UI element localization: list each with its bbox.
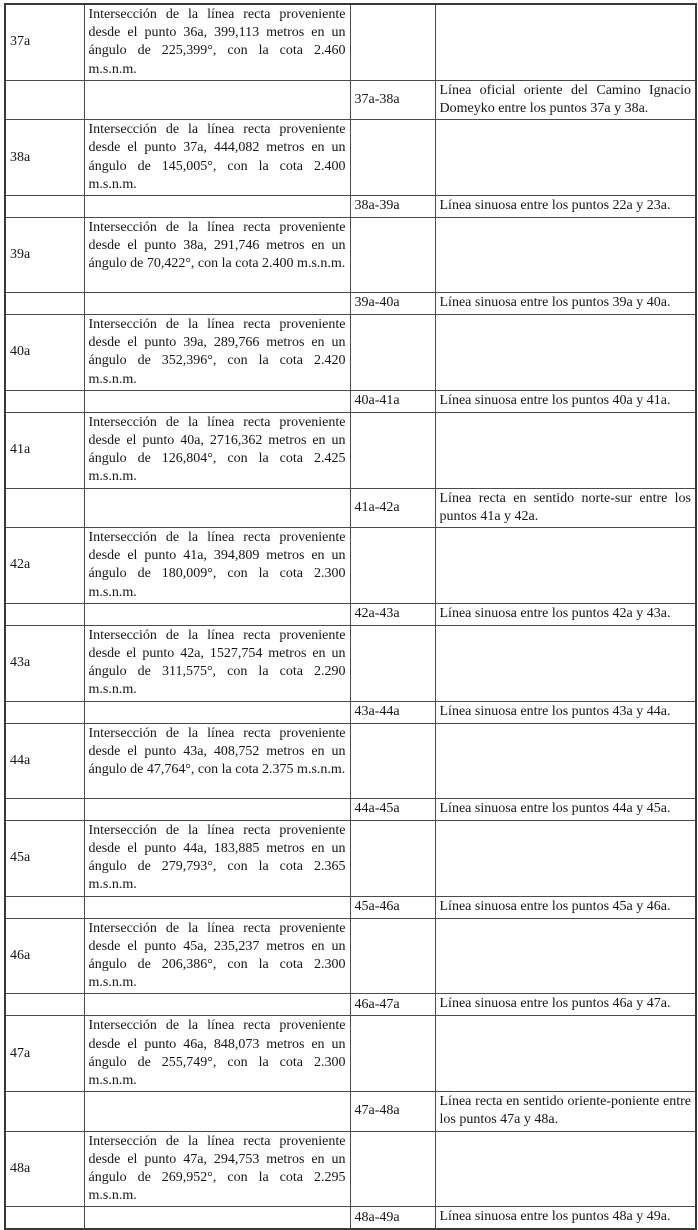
point-row <box>5 820 696 896</box>
segment-id-cell: 41a-42a <box>350 488 435 527</box>
point-row <box>5 315 696 391</box>
point-description-cell: Intersección de la línea recta proveniente desde el punto 40a, 2716,362 metros en un ángulo de 126,804°, con la cota 2.425 m.s.n.m. <box>84 412 350 488</box>
point-id-cell <box>5 80 84 119</box>
segment-id-cell <box>350 918 435 994</box>
segment-id-cell <box>350 120 435 196</box>
point-description-cell <box>84 896 350 918</box>
point-id-cell: 41a <box>5 412 84 488</box>
segment-id-cell <box>350 412 435 488</box>
point-description-cell: Intersección de la línea recta proveniente desde el punto 43a, 408,752 metros en un ángulo de 47,764°, con la cota 2.375 m.s.n.m. <box>84 723 350 798</box>
point-id-cell: 37a <box>5 4 84 80</box>
point-description-cell: Intersección de la línea recta proveniente desde el punto 45a, 235,237 metros en un ángulo de 206,386°, con la cota 2.300 m.s.n.m. <box>84 918 350 994</box>
point-id-cell: 39a <box>5 218 84 293</box>
segment-row <box>5 896 696 918</box>
segment-id-cell <box>350 528 435 604</box>
segment-id-cell <box>350 820 435 896</box>
segment-row <box>5 196 696 218</box>
point-id-cell <box>5 994 84 1016</box>
segment-id-cell <box>350 315 435 391</box>
point-description-cell <box>84 994 350 1016</box>
point-id-cell <box>5 488 84 527</box>
segment-id-cell <box>350 625 435 701</box>
segment-id-cell: 45a-46a <box>350 896 435 918</box>
point-id-cell: 43a <box>5 625 84 701</box>
segment-description-cell: Línea sinuosa entre los puntos 40a y 41a. <box>435 390 696 412</box>
segment-id-cell: 43a-44a <box>350 701 435 723</box>
point-id-cell <box>5 701 84 723</box>
point-id-cell <box>5 896 84 918</box>
segment-description-cell <box>435 315 696 391</box>
point-id-cell <box>5 390 84 412</box>
point-id-cell: 46a <box>5 918 84 994</box>
segment-id-cell: 38a-39a <box>350 196 435 218</box>
boundary-points-table <box>4 3 697 1230</box>
segment-description-cell <box>435 723 696 798</box>
segment-description-cell <box>435 625 696 701</box>
point-id-cell: 45a <box>5 820 84 896</box>
point-id-cell: 38a <box>5 120 84 196</box>
segment-row <box>5 603 696 625</box>
segment-id-cell <box>350 1131 435 1207</box>
point-row <box>5 4 696 80</box>
point-description-cell: Intersección de la línea recta proveniente desde el punto 39a, 289,766 metros en un ángulo de 352,396°, con la cota 2.420 m.s.n.m. <box>84 315 350 391</box>
segment-description-cell <box>435 820 696 896</box>
point-id-cell <box>5 196 84 218</box>
segment-description-cell: Línea sinuosa entre los puntos 46a y 47a. <box>435 994 696 1016</box>
point-description-cell: Intersección de la línea recta proveniente desde el punto 44a, 183,885 metros en un ángulo de 279,793°, con la cota 2.365 m.s.n.m. <box>84 820 350 896</box>
segment-description-cell: Línea recta en sentido norte-sur entre los puntos 41a y 42a. <box>435 488 696 527</box>
segment-description-cell <box>435 4 696 80</box>
point-description-cell: Intersección de la línea recta proveniente desde el punto 41a, 394,809 metros en un ángulo de 180,009°, con la cota 2.300 m.s.n.m. <box>84 528 350 604</box>
point-row <box>5 723 696 798</box>
segment-description-cell <box>435 918 696 994</box>
point-id-cell: 40a <box>5 315 84 391</box>
segment-row <box>5 80 696 119</box>
point-description-cell <box>84 293 350 315</box>
segment-id-cell: 44a-45a <box>350 798 435 820</box>
point-row <box>5 625 696 701</box>
segment-description-cell <box>435 1131 696 1207</box>
point-description-cell: Intersección de la línea recta proveniente desde el punto 38a, 291,746 metros en un ángulo de 70,422°, con la cota 2.400 m.s.n.m. <box>84 218 350 293</box>
segment-row <box>5 798 696 820</box>
point-description-cell <box>84 798 350 820</box>
point-id-cell: 44a <box>5 723 84 798</box>
point-description-cell: Intersección de la línea recta proveniente desde el punto 47a, 294,753 metros en un ángulo de 269,952°, con la cota 2.295 m.s.n.m. <box>84 1131 350 1207</box>
segment-description-cell: Línea recta en sentido oriente-poniente entre los puntos 47a y 48a. <box>435 1092 696 1131</box>
table-body <box>5 4 696 1229</box>
segment-description-cell: Línea sinuosa entre los puntos 45a y 46a. <box>435 896 696 918</box>
point-description-cell: Intersección de la línea recta proveniente desde el punto 37a, 444,082 metros en un ángulo de 145,005°, con la cota 2.400 m.s.n.m. <box>84 120 350 196</box>
segment-description-cell <box>435 528 696 604</box>
point-row <box>5 120 696 196</box>
segment-id-cell: 39a-40a <box>350 293 435 315</box>
point-description-cell: Intersección de la línea recta proveniente desde el punto 36a, 399,113 metros en un ángulo de 225,399°, con la cota 2.460 m.s.n.m. <box>84 4 350 80</box>
point-id-cell: 48a <box>5 1131 84 1207</box>
segment-row <box>5 701 696 723</box>
point-description-cell <box>84 1207 350 1230</box>
segment-description-cell: Línea sinuosa entre los puntos 22a y 23a. <box>435 196 696 218</box>
point-description-cell: Intersección de la línea recta proveniente desde el punto 42a, 1527,754 metros en un ángulo de 311,575°, con la cota 2.290 m.s.n.m. <box>84 625 350 701</box>
point-id-cell <box>5 293 84 315</box>
segment-id-cell: 46a-47a <box>350 994 435 1016</box>
point-id-cell <box>5 798 84 820</box>
segment-row <box>5 293 696 315</box>
segment-description-cell <box>435 218 696 293</box>
segment-description-cell <box>435 120 696 196</box>
segment-description-cell <box>435 1016 696 1092</box>
point-id-cell <box>5 603 84 625</box>
point-id-cell: 42a <box>5 528 84 604</box>
segment-description-cell: Línea oficial oriente del Camino Ignacio Domeyko entre los puntos 37a y 38a. <box>435 80 696 119</box>
segment-id-cell: 40a-41a <box>350 390 435 412</box>
point-row <box>5 1131 696 1207</box>
point-id-cell <box>5 1207 84 1230</box>
segment-id-cell: 48a-49a <box>350 1207 435 1230</box>
point-description-cell <box>84 1092 350 1131</box>
segment-row <box>5 1092 696 1131</box>
segment-row <box>5 1207 696 1230</box>
point-row <box>5 528 696 604</box>
segment-description-cell: Línea sinuosa entre los puntos 44a y 45a. <box>435 798 696 820</box>
segment-row <box>5 390 696 412</box>
segment-row <box>5 488 696 527</box>
point-description-cell <box>84 603 350 625</box>
segment-description-cell <box>435 412 696 488</box>
segment-row <box>5 994 696 1016</box>
point-id-cell <box>5 1092 84 1131</box>
segment-description-cell: Línea sinuosa entre los puntos 48a y 49a. <box>435 1207 696 1230</box>
point-description-cell <box>84 701 350 723</box>
segment-description-cell: Línea sinuosa entre los puntos 39a y 40a. <box>435 293 696 315</box>
segment-id-cell: 42a-43a <box>350 603 435 625</box>
segment-id-cell <box>350 723 435 798</box>
point-description-cell <box>84 80 350 119</box>
segment-id-cell <box>350 1016 435 1092</box>
segment-id-cell: 37a-38a <box>350 80 435 119</box>
point-description-cell: Intersección de la línea recta proveniente desde el punto 46a, 848,073 metros en un ángulo de 255,749°, con la cota 2.300 m.s.n.m. <box>84 1016 350 1092</box>
segment-id-cell <box>350 4 435 80</box>
segment-description-cell: Línea sinuosa entre los puntos 42a y 43a. <box>435 603 696 625</box>
point-description-cell <box>84 196 350 218</box>
segment-id-cell <box>350 218 435 293</box>
segment-id-cell: 47a-48a <box>350 1092 435 1131</box>
point-row <box>5 412 696 488</box>
point-row <box>5 1016 696 1092</box>
point-row <box>5 918 696 994</box>
point-description-cell <box>84 488 350 527</box>
segment-description-cell: Línea sinuosa entre los puntos 43a y 44a. <box>435 701 696 723</box>
point-description-cell <box>84 390 350 412</box>
point-id-cell: 47a <box>5 1016 84 1092</box>
point-row <box>5 218 696 293</box>
